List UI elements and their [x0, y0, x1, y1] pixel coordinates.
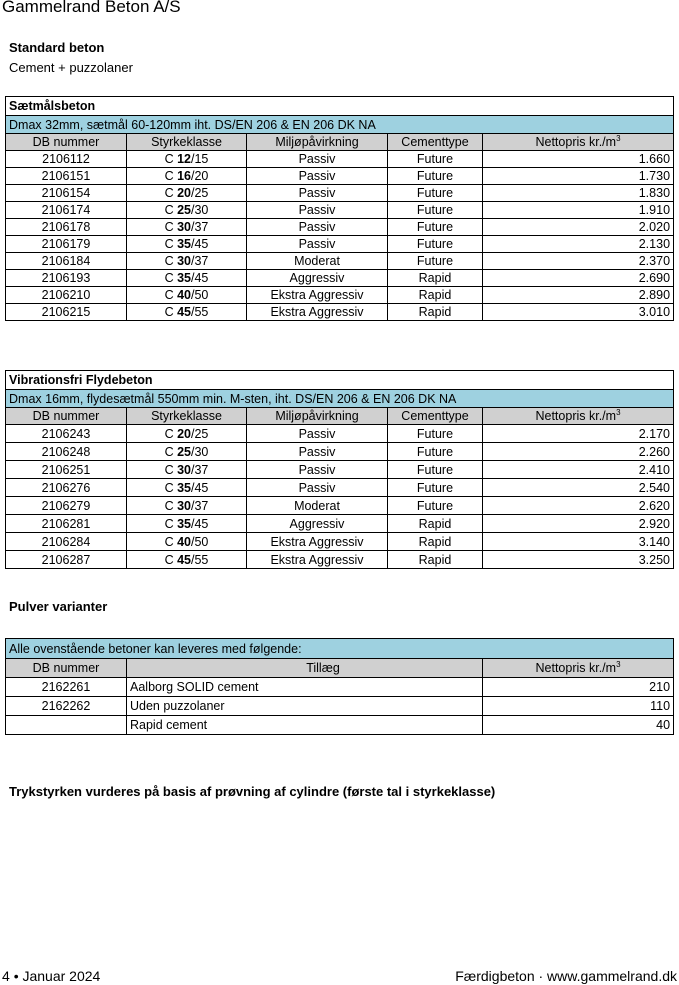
strength-class: C 20/25 — [127, 185, 247, 202]
col-header-db: DB nummer — [6, 659, 127, 678]
col-header-styrke: Styrkeklasse — [127, 134, 247, 151]
table-row — [6, 185, 674, 202]
table-row — [6, 697, 674, 716]
col-header-pris: Nettopris $kr./m^3$ — [483, 659, 674, 678]
environment: Passiv — [247, 168, 388, 185]
table-header-row — [6, 134, 674, 151]
cement-type: Future — [388, 202, 483, 219]
addition: Rapid cement — [127, 716, 483, 735]
cement-type: Future — [388, 168, 483, 185]
strength-class: C 35/45 — [127, 479, 247, 497]
net-price: 3.140 — [483, 533, 674, 551]
cement-type: Future — [388, 443, 483, 461]
db-number: 2106215 — [6, 304, 127, 321]
cement-type: Future — [388, 425, 483, 443]
saetmaal-table — [5, 96, 674, 321]
environment: Moderat — [247, 497, 388, 515]
net-price: 3.010 — [483, 304, 674, 321]
note-text: Trykstyrken vurderes på basis af prøvning af cylindre (første tal i styrkeklasse) — [9, 784, 496, 799]
net-price: 2.370 — [483, 253, 674, 270]
environment: Ekstra Aggressiv — [247, 304, 388, 321]
cement-type: Future — [388, 479, 483, 497]
net-price: 2.130 — [483, 236, 674, 253]
addition: Aalborg SOLID cement — [127, 678, 483, 697]
environment: Ekstra Aggressiv — [247, 533, 388, 551]
db-number: 2106112 — [6, 151, 127, 168]
table-row — [6, 533, 674, 551]
section-subtitle: Cement + puzzolaner — [9, 60, 133, 75]
col-header-miljo: Miljøpåvirkning — [247, 134, 388, 151]
db-number: 2106251 — [6, 461, 127, 479]
table-row — [6, 168, 674, 185]
net-price: 2.920 — [483, 515, 674, 533]
environment: Passiv — [247, 202, 388, 219]
environment: Ekstra Aggressiv — [247, 287, 388, 304]
strength-class: C 40/50 — [127, 533, 247, 551]
strength-class: C 30/37 — [127, 219, 247, 236]
net-price: 2.690 — [483, 270, 674, 287]
db-number: 2106284 — [6, 533, 127, 551]
environment: Passiv — [247, 425, 388, 443]
pulver-title: Pulver varianter — [9, 599, 108, 614]
environment: Passiv — [247, 461, 388, 479]
db-number: 2106154 — [6, 185, 127, 202]
db-number: 2162261 — [6, 678, 127, 697]
net-price: 2.170 — [483, 425, 674, 443]
footer-left — [2, 968, 100, 984]
table-title: Vibrationsfri Flydebeton — [6, 371, 674, 390]
net-price: 1.730 — [483, 168, 674, 185]
environment: Ekstra Aggressiv — [247, 551, 388, 569]
environment: Passiv — [247, 151, 388, 168]
environment: Passiv — [247, 479, 388, 497]
environment: Passiv — [247, 185, 388, 202]
col-header-db: DB nummer — [6, 408, 127, 425]
cement-type: Future — [388, 185, 483, 202]
cement-type: Rapid — [388, 304, 483, 321]
strength-class: C 20/25 — [127, 425, 247, 443]
table-title: Sætmålsbeton — [6, 97, 674, 116]
table-row — [6, 236, 674, 253]
net-price: 1.830 — [483, 185, 674, 202]
col-header-tillaeg: Tillæg — [127, 659, 483, 678]
net-price: 2.410 — [483, 461, 674, 479]
cement-type: Future — [388, 497, 483, 515]
pulver-table — [5, 638, 674, 735]
net-price: 1.660 — [483, 151, 674, 168]
table-row — [6, 425, 674, 443]
db-number: 2162262 — [6, 697, 127, 716]
table-row — [6, 202, 674, 219]
db-number: 2106151 — [6, 168, 127, 185]
db-number: 2106281 — [6, 515, 127, 533]
cement-type: Rapid — [388, 270, 483, 287]
environment: Moderat — [247, 253, 388, 270]
db-number: 2106193 — [6, 270, 127, 287]
cement-type: Future — [388, 253, 483, 270]
table-row — [6, 551, 674, 569]
db-number: 2106174 — [6, 202, 127, 219]
strength-class: C 45/55 — [127, 304, 247, 321]
db-number — [6, 716, 127, 735]
net-price: 2.540 — [483, 479, 674, 497]
net-price: 40 — [483, 716, 674, 735]
net-price: 2.260 — [483, 443, 674, 461]
environment: Passiv — [247, 219, 388, 236]
db-number: 2106178 — [6, 219, 127, 236]
cement-type: Future — [388, 236, 483, 253]
cement-type: Rapid — [388, 533, 483, 551]
table-row — [6, 151, 674, 168]
db-number: 2106184 — [6, 253, 127, 270]
col-header-pris: Nettopris $kr./m^3$ — [483, 134, 674, 151]
table-row — [6, 270, 674, 287]
net-price: 2.020 — [483, 219, 674, 236]
strength-class: C 16/20 — [127, 168, 247, 185]
table-row — [6, 515, 674, 533]
table-row — [6, 253, 674, 270]
strength-class: C 30/37 — [127, 497, 247, 515]
strength-class: C 40/50 — [127, 287, 247, 304]
strength-class: C 25/30 — [127, 202, 247, 219]
table-header-row — [6, 408, 674, 425]
net-price: 210 — [483, 678, 674, 697]
table-header-row — [6, 659, 674, 678]
net-price: 3.250 — [483, 551, 674, 569]
col-header-db: DB nummer — [6, 134, 127, 151]
col-header-styrke: Styrkeklasse — [127, 408, 247, 425]
table-row — [6, 443, 674, 461]
net-price: 2.620 — [483, 497, 674, 515]
flydebeton-table — [5, 370, 674, 569]
table-subtitle: Dmax 16mm, flydesætmål 550mm min. M-sten, iht. DS/EN 206 & EN 206 DK NA — [6, 390, 674, 408]
strength-class: C 35/45 — [127, 515, 247, 533]
cement-type: Future — [388, 151, 483, 168]
table-row — [6, 304, 674, 321]
table-row — [6, 479, 674, 497]
strength-class: C 30/37 — [127, 461, 247, 479]
db-number: 2106276 — [6, 479, 127, 497]
strength-class: C 30/37 — [127, 253, 247, 270]
page-number: 4 — [2, 968, 10, 984]
footer-bullet: • — [13, 968, 19, 984]
cement-type: Future — [388, 219, 483, 236]
col-header-miljo: Miljøpåvirkning — [247, 408, 388, 425]
addition: Uden puzzolaner — [127, 697, 483, 716]
cement-type: Rapid — [388, 515, 483, 533]
db-number: 2106243 — [6, 425, 127, 443]
strength-class: C 12/15 — [127, 151, 247, 168]
table-row — [6, 678, 674, 697]
table-subtitle: Dmax 32mm, sætmål 60-120mm iht. DS/EN 206 & EN 206 DK NA — [6, 116, 674, 134]
col-header-pris: Nettopris $kr./m^3$ — [483, 408, 674, 425]
table-row — [6, 461, 674, 479]
strength-class: C 25/30 — [127, 443, 247, 461]
strength-class: C 35/45 — [127, 236, 247, 253]
db-number: 2106279 — [6, 497, 127, 515]
table-subtitle: Alle ovenstående betoner kan leveres med følgende: — [6, 639, 674, 659]
footer-date: Januar 2024 — [22, 968, 101, 984]
strength-class: C 35/45 — [127, 270, 247, 287]
strength-class: C 45/55 — [127, 551, 247, 569]
table-row — [6, 287, 674, 304]
cement-type: Future — [388, 461, 483, 479]
environment: Aggressiv — [247, 515, 388, 533]
db-number: 2106248 — [6, 443, 127, 461]
col-header-cement: Cementtype — [388, 134, 483, 151]
db-number: 2106287 — [6, 551, 127, 569]
environment: Passiv — [247, 443, 388, 461]
table-row — [6, 716, 674, 735]
environment: Aggressiv — [247, 270, 388, 287]
cement-type: Rapid — [388, 287, 483, 304]
net-price: 110 — [483, 697, 674, 716]
net-price: 2.890 — [483, 287, 674, 304]
table-row — [6, 497, 674, 515]
footer-right: Færdigbeton · www.gammelrand.dk — [455, 968, 677, 984]
db-number: 2106179 — [6, 236, 127, 253]
company-title: Gammelrand Beton A/S — [2, 0, 181, 16]
col-header-cement: Cementtype — [388, 408, 483, 425]
table-row — [6, 219, 674, 236]
cement-type: Rapid — [388, 551, 483, 569]
net-price: 1.910 — [483, 202, 674, 219]
section-title: Standard beton — [9, 40, 105, 55]
db-number: 2106210 — [6, 287, 127, 304]
environment: Passiv — [247, 236, 388, 253]
